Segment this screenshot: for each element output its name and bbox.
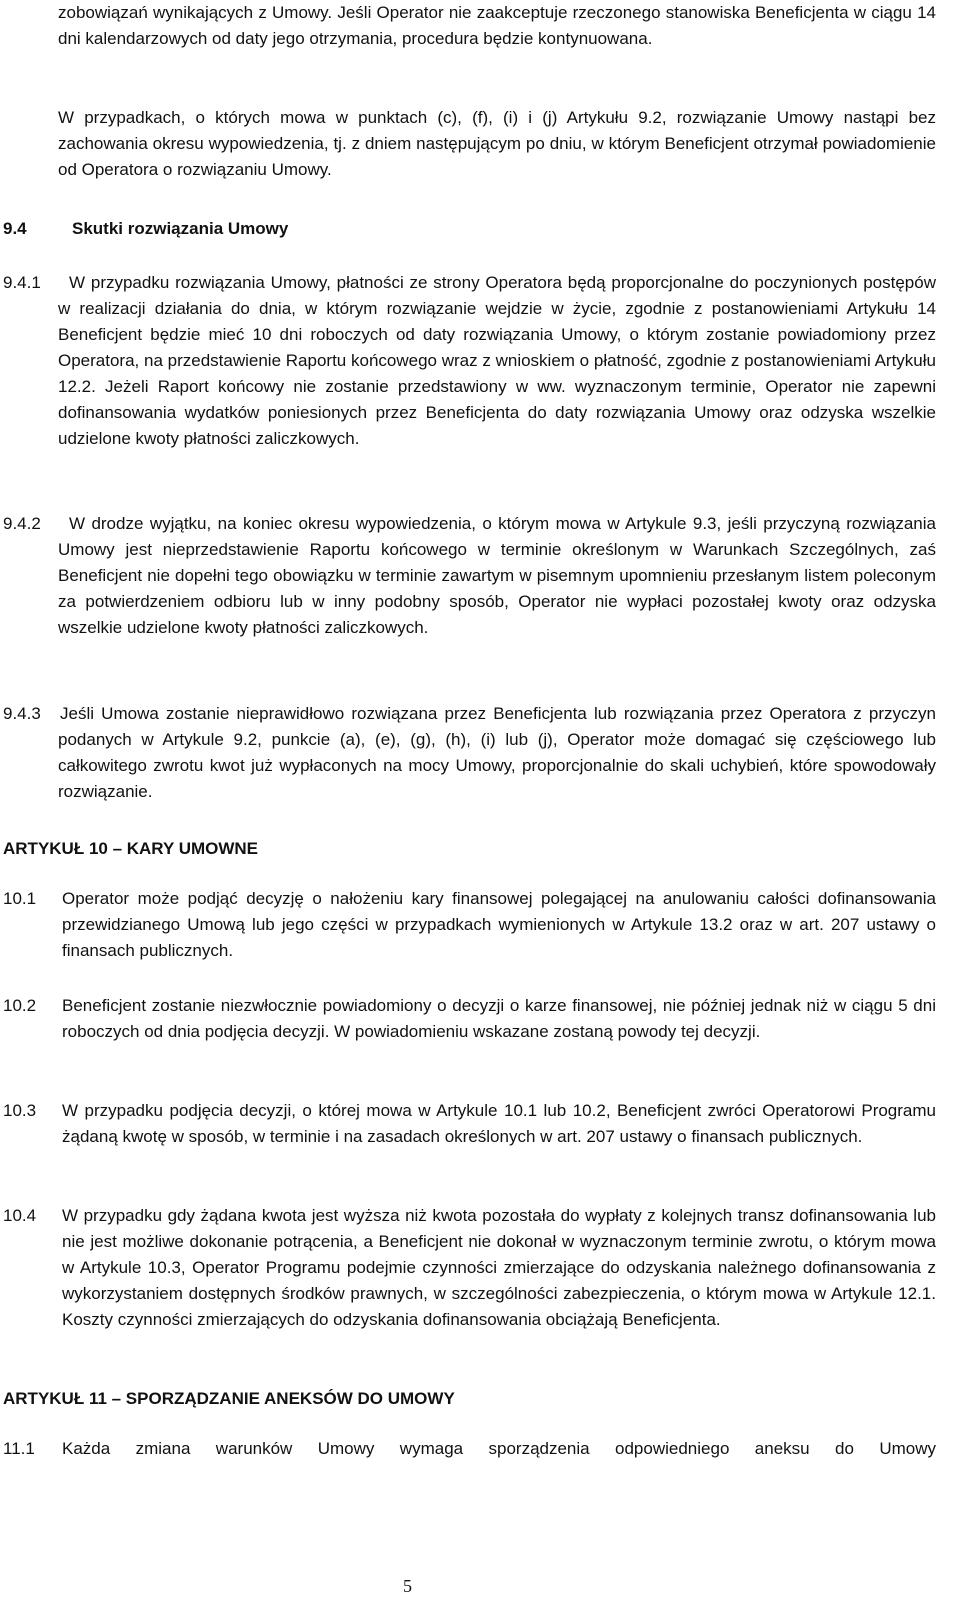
item-number-10-2: 10.2 bbox=[3, 996, 37, 1015]
section-9-4-title: Skutki rozwiązania Umowy bbox=[72, 219, 289, 238]
item-number-9-4-2: 9.4.2 bbox=[3, 514, 41, 533]
item-text-10-2: Beneficjent zostanie niezwłocznie powiadomiony o decyzji o karze finansowej, nie później jednak niż w ciągu 5 dni roboczych od dnia podjęcia decyzji. W powiadomieniu wskazane zostaną powody tej decyzji. bbox=[62, 996, 936, 1041]
item-text-9-4-3: Jeśli Umowa zostanie nieprawidłowo rozwiązana przez Beneficjenta lub rozwiązania przez Operatora z przyczyn podanych w Artykule 9.2, punkcie (a), (e), (g), (h), (i) lub (j), Operator może domagać się częściowego lub całkowitego zwrotu kwot już wypłaconych na mocy Umowy, proporcjonalnie do skali uchybień, które spowodowały rozwiązanie. bbox=[58, 704, 936, 801]
item-number-9-4-3: 9.4.3 bbox=[3, 704, 41, 723]
item-text-10-4: W przypadku gdy żądana kwota jest wyższa niż kwota pozostała do wypłaty z kolejnych transz dofinansowania lub nie jest możliwe dokonanie potrącenia, a Beneficjent nie dokonał w wyznaczonym terminie zwrotu, o którym mowa w Artykule 10.3, Operator Programu podejmie czynności zmierzające do odzyskania należnego dofinansowania z wykorzystaniem dostępnych środków prawnych, w szczególności zabezpieczenia, o którym mowa w Artykule 12.1. Koszty czynności zmierzających do odzyskania dofinansowania obciążają Beneficjenta. bbox=[62, 1206, 936, 1329]
paragraph-termination-without-notice: W przypadkach, o których mowa w punktach (c), (f), (i) i (j) Artykułu 9.2, rozwiązanie Umowy nastąpi bez zachowania okresu wypowiedzenia, tj. z dniem następującym po dniu, w którym Beneficjent otrzymał powiadomienie od Operatora o rozwiązaniu Umowy. bbox=[58, 108, 936, 179]
item-number-9-4-1: 9.4.1 bbox=[3, 273, 41, 292]
article-11-heading: ARTYKUŁ 11 – SPORZĄDZANIE ANEKSÓW DO UMOWY bbox=[3, 1389, 455, 1408]
item-number-11-1: 11.1 bbox=[3, 1439, 35, 1458]
page-number: 5 bbox=[403, 1576, 412, 1596]
item-number-10-1: 10.1 bbox=[3, 889, 37, 908]
section-9-4-number: 9.4 bbox=[3, 219, 27, 238]
paragraph-continuation: zobowiązań wynikających z Umowy. Jeśli Operator nie zaakceptuje rzeczonego stanowiska Beneficjenta w ciągu 14 dni kalendarzowych od daty jego otrzymania, procedura będzie kontynuowana. bbox=[58, 3, 936, 48]
article-10-heading: ARTYKUŁ 10 – KARY UMOWNE bbox=[3, 839, 259, 858]
item-text-10-3: W przypadku podjęcia decyzji, o której mowa w Artykule 10.1 lub 10.2, Beneficjent zwróci Operatorowi Programu żądaną kwotę w sposób, w terminie i na zasadach określonych w art. 207 ustawy o finansach publicznych. bbox=[62, 1101, 936, 1146]
item-number-10-3: 10.3 bbox=[3, 1101, 37, 1120]
item-number-10-4: 10.4 bbox=[3, 1206, 37, 1225]
item-text-9-4-1: W przypadku rozwiązania Umowy, płatności ze strony Operatora będą proporcjonalne do poczynionych postępów w realizacji działania do dnia, w którym rozwiązanie wejdzie w życie, zgodnie z postanowieniami Artykułu 14 Beneficjent będzie mieć 10 dni roboczych od daty rozwiązania Umowy, o którym zostanie powiadomiony przez Operatora, na przedstawienie Raportu końcowego wraz z wnioskiem o płatność, zgodnie z postanowieniami Artykułu 12.2. Jeżeli Raport końcowy nie zostanie przedstawiony w ww. wyznaczonym terminie, Operator nie zapewni dofinansowania wydatków poniesionych przez Beneficjenta do daty rozwiązania Umowy oraz odzyska wszelkie udzielone kwoty płatności zaliczkowych. bbox=[58, 273, 936, 448]
item-text-11-1: Każda zmiana warunków Umowy wymaga sporządzenia odpowiedniego aneksu do Umowy bbox=[62, 1439, 936, 1458]
item-text-10-1: Operator może podjąć decyzję o nałożeniu kary finansowej polegającej na anulowaniu całości dofinansowania przewidzianego Umową lub jego części w przypadkach wymienionych w Artykule 13.2 oraz w art. 207 ustawy o finansach publicznych. bbox=[62, 889, 936, 960]
item-text-9-4-2: W drodze wyjątku, na koniec okresu wypowiedzenia, o którym mowa w Artykule 9.3, jeśli przyczyną rozwiązania Umowy jest nieprzedstawienie Raportu końcowego w terminie określonym w Warunkach Szczególnych, zaś Beneficjent nie dopełni tego obowiązku w terminie zawartym w pisemnym upomnieniu przesłanym listem poleconym za potwierdzeniem odbioru lub w inny podobny sposób, Operator nie wypłaci pozostałej kwoty oraz odzyska wszelkie udzielone kwoty płatności zaliczkowych. bbox=[58, 514, 936, 637]
